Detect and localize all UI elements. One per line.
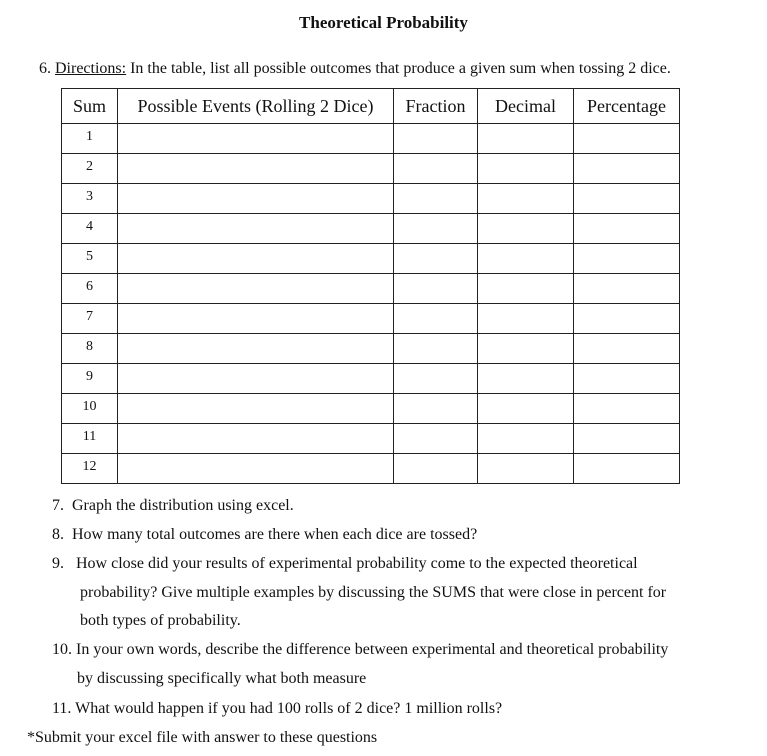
sum-value: 7	[86, 308, 93, 324]
sum-value: 9	[86, 368, 93, 384]
decimal-cell[interactable]	[478, 244, 574, 274]
question-line: both types of probability.	[80, 612, 241, 629]
question-line: probability? Give multiple examples by discussing the SUMS that were close in percent for	[80, 584, 667, 601]
sum-value: 8	[86, 338, 93, 354]
decimal-cell[interactable]	[478, 214, 574, 244]
question-number: 10.	[52, 641, 72, 658]
fraction-cell[interactable]	[394, 364, 478, 394]
table-row	[62, 184, 680, 214]
fraction-cell[interactable]	[394, 334, 478, 364]
events-cell[interactable]	[118, 424, 394, 454]
question-number: 11.	[52, 700, 72, 717]
fraction-cell[interactable]	[394, 424, 478, 454]
events-cell[interactable]	[118, 274, 394, 304]
percentage-cell[interactable]	[574, 364, 680, 394]
question-8	[52, 525, 477, 545]
fraction-cell[interactable]	[394, 304, 478, 334]
question-number: 8.	[52, 526, 64, 543]
header-decimal: Decimal	[478, 89, 574, 124]
directions	[39, 59, 671, 79]
table-row	[62, 304, 680, 334]
sum-value: 10	[82, 398, 97, 414]
sum-value: 4	[86, 218, 93, 234]
percentage-cell[interactable]	[574, 274, 680, 304]
sum-cell	[62, 214, 118, 244]
header-sum: Sum	[62, 89, 118, 124]
fraction-cell[interactable]	[394, 244, 478, 274]
table-row	[62, 424, 680, 454]
footer-note: *Submit your excel file with answer to these questions	[27, 729, 378, 746]
sum-value: 5	[86, 248, 93, 264]
question-text: How many total outcomes are there when each dice are tossed?	[72, 526, 478, 543]
events-cell[interactable]	[118, 394, 394, 424]
events-cell[interactable]	[118, 184, 394, 214]
header-fraction: Fraction	[394, 89, 478, 124]
page-title: Theoretical Probability	[299, 13, 468, 32]
fraction-cell[interactable]	[394, 214, 478, 244]
events-cell[interactable]	[118, 364, 394, 394]
table-header-row	[62, 89, 680, 124]
sum-value: 11	[82, 428, 97, 444]
sum-cell	[62, 424, 118, 454]
question-text: What would happen if you had 100 rolls of 2 dice? 1 million rolls?	[75, 700, 503, 717]
sum-cell	[62, 454, 118, 484]
fraction-cell[interactable]	[394, 124, 478, 154]
sum-cell	[62, 244, 118, 274]
events-cell[interactable]	[118, 214, 394, 244]
directions-text: In the table, list all possible outcomes that produce a given sum when tossing 2 dice.	[130, 60, 671, 77]
question-number: 9.	[52, 555, 64, 572]
percentage-cell[interactable]	[574, 304, 680, 334]
fraction-cell[interactable]	[394, 274, 478, 304]
fraction-cell[interactable]	[394, 454, 478, 484]
decimal-cell[interactable]	[478, 334, 574, 364]
table-row	[62, 274, 680, 304]
decimal-cell[interactable]	[478, 124, 574, 154]
sum-value: 1	[86, 128, 93, 144]
fraction-cell[interactable]	[394, 184, 478, 214]
percentage-cell[interactable]	[574, 154, 680, 184]
sum-cell	[62, 304, 118, 334]
sum-cell	[62, 364, 118, 394]
table-row	[62, 124, 680, 154]
decimal-cell[interactable]	[478, 154, 574, 184]
question-7	[52, 496, 294, 516]
question-text: In your own words, describe the difference between experimental and theoretical probability	[76, 641, 669, 658]
decimal-cell[interactable]	[478, 394, 574, 424]
question-number: 7.	[52, 497, 64, 514]
question-line: by discussing specifically what both measure	[77, 670, 367, 687]
events-cell[interactable]	[118, 454, 394, 484]
decimal-cell[interactable]	[478, 274, 574, 304]
table-row	[62, 364, 680, 394]
decimal-cell[interactable]	[478, 364, 574, 394]
percentage-cell[interactable]	[574, 124, 680, 154]
sum-cell	[62, 334, 118, 364]
table-row	[62, 214, 680, 244]
header-possible-events: Possible Events (Rolling 2 Dice)	[118, 89, 394, 124]
percentage-cell[interactable]	[574, 214, 680, 244]
fraction-cell[interactable]	[394, 154, 478, 184]
sum-cell	[62, 154, 118, 184]
fraction-cell[interactable]	[394, 394, 478, 424]
events-cell[interactable]	[118, 154, 394, 184]
sum-value: 3	[86, 188, 93, 204]
sum-value: 6	[86, 278, 93, 294]
events-cell[interactable]	[118, 304, 394, 334]
table-row	[62, 454, 680, 484]
events-cell[interactable]	[118, 244, 394, 274]
percentage-cell[interactable]	[574, 424, 680, 454]
table-row	[62, 334, 680, 364]
outcomes-table	[61, 88, 680, 484]
percentage-cell[interactable]	[574, 334, 680, 364]
directions-label: Directions:	[55, 60, 127, 77]
percentage-cell[interactable]	[574, 184, 680, 214]
question-text: How close did your results of experimental probability come to the expected theoretical	[76, 555, 638, 572]
sum-cell	[62, 274, 118, 304]
header-percentage: Percentage	[574, 89, 680, 124]
decimal-cell[interactable]	[478, 304, 574, 334]
percentage-cell[interactable]	[574, 454, 680, 484]
sum-value: 2	[86, 158, 93, 174]
question-line	[52, 554, 638, 574]
sum-cell	[62, 124, 118, 154]
percentage-cell[interactable]	[574, 394, 680, 424]
question-text: Graph the distribution using excel.	[72, 497, 294, 514]
percentage-cell[interactable]	[574, 244, 680, 274]
sum-value: 12	[82, 458, 97, 474]
table-row	[62, 394, 680, 424]
sum-cell	[62, 184, 118, 214]
events-cell[interactable]	[118, 124, 394, 154]
table-row	[62, 244, 680, 274]
events-cell[interactable]	[118, 334, 394, 364]
directions-number: 6.	[39, 60, 51, 77]
question-11	[52, 699, 502, 719]
decimal-cell[interactable]	[478, 424, 574, 454]
decimal-cell[interactable]	[478, 184, 574, 214]
table-body	[62, 124, 680, 484]
table-row	[62, 154, 680, 184]
question-line	[52, 640, 668, 660]
decimal-cell[interactable]	[478, 454, 574, 484]
sum-cell	[62, 394, 118, 424]
